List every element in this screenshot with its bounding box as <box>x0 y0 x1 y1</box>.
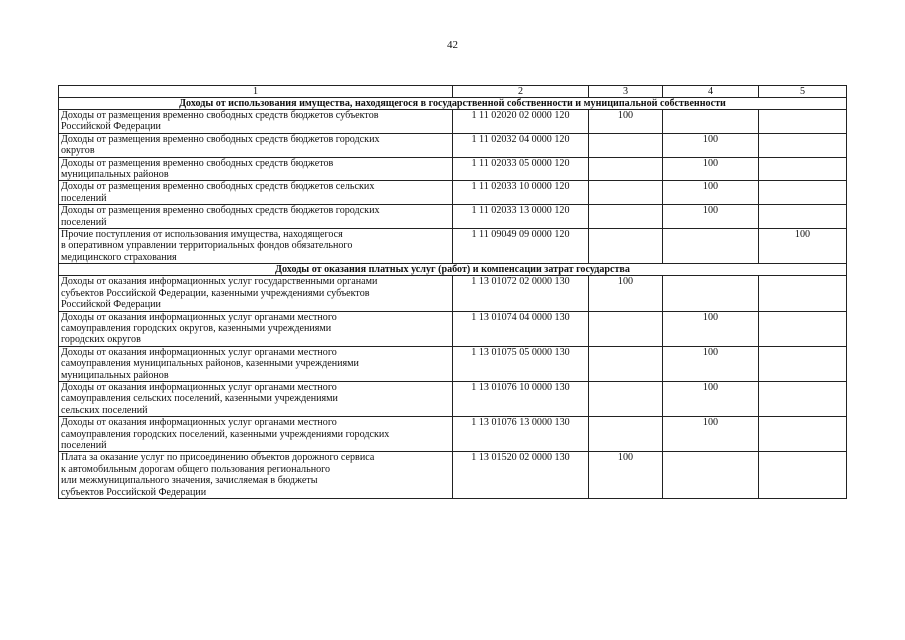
column-5-cell: 100 <box>759 229 847 264</box>
column-5-cell <box>759 205 847 229</box>
revenue-name-line: Прочие поступления от использования имущества, находящегося <box>61 229 343 241</box>
revenue-name-line: муниципальных районов <box>61 169 169 181</box>
table-row <box>59 276 847 311</box>
revenue-name-line: Российской Федерации <box>61 121 161 133</box>
revenue-name-line: субъектов Российской Федерации, казенными учреждениями субъектов <box>61 287 370 299</box>
column-4-cell: 100 <box>663 181 759 205</box>
table-body <box>59 98 847 499</box>
column-3-cell <box>589 417 663 452</box>
classification-code-cell: 1 11 02033 05 0000 120 <box>453 157 589 181</box>
revenue-name-line: округов <box>61 145 95 157</box>
column-header: 4 <box>663 86 759 98</box>
revenue-name-cell <box>59 110 453 134</box>
revenue-name-line: Доходы от размещения временно свободных средств бюджетов <box>61 157 334 169</box>
revenue-name-line: Доходы от оказания информационных услуг органами местного <box>61 417 337 429</box>
revenue-name-cell <box>59 417 453 452</box>
classification-code-cell: 1 13 01520 02 0000 130 <box>453 452 589 499</box>
table-row <box>59 133 847 157</box>
column-3-cell <box>589 381 663 416</box>
table-row <box>59 181 847 205</box>
revenue-name-line: городских округов <box>61 334 141 346</box>
revenue-name-line: или межмуниципального значения, зачисляемая в бюджеты <box>61 475 318 487</box>
revenue-name-line: самоуправления городских поселений, казенными учреждениями городских <box>61 428 390 440</box>
classification-code-cell: 1 13 01074 04 0000 130 <box>453 311 589 346</box>
column-5-cell <box>759 417 847 452</box>
revenue-name-cell <box>59 181 453 205</box>
revenue-name-line: к автомобильным дорогам общего пользования регионального <box>61 463 331 475</box>
column-4-cell <box>663 452 759 499</box>
revenue-name-line: самоуправления сельских поселений, казенными учреждениями <box>61 393 338 405</box>
column-4-cell <box>663 229 759 264</box>
column-4-cell: 100 <box>663 417 759 452</box>
table-row <box>59 229 847 264</box>
column-header: 1 <box>59 86 453 98</box>
revenue-name-line: поселений <box>61 439 107 451</box>
column-4-cell: 100 <box>663 381 759 416</box>
revenue-name-line: субъектов Российской Федерации <box>61 486 207 498</box>
column-3-cell <box>589 346 663 381</box>
revenue-name-line: муниципальных районов <box>61 369 169 381</box>
column-5-cell <box>759 276 847 311</box>
revenue-name-line: в оперативном управлении территориальных фондов обязательного <box>61 240 353 252</box>
table-row <box>59 381 847 416</box>
table-row <box>59 452 847 499</box>
revenue-table <box>58 85 847 499</box>
classification-code-cell: 1 13 01076 10 0000 130 <box>453 381 589 416</box>
revenue-name-line: сельских поселений <box>61 404 148 416</box>
column-4-cell: 100 <box>663 157 759 181</box>
column-3-cell <box>589 181 663 205</box>
revenue-name-cell <box>59 452 453 499</box>
classification-code-cell: 1 11 02033 13 0000 120 <box>453 205 589 229</box>
revenue-name-line: самоуправления городских округов, казенными учреждениями <box>61 322 332 334</box>
revenue-name-line: Доходы от оказания информационных услуг органами местного <box>61 311 337 323</box>
column-3-cell <box>589 157 663 181</box>
revenue-name-cell <box>59 276 453 311</box>
column-3-cell <box>589 229 663 264</box>
section-title: Доходы от оказания платных услуг (работ) и компенсации затрат государства <box>59 264 847 276</box>
column-5-cell <box>759 452 847 499</box>
column-3-cell: 100 <box>589 110 663 134</box>
column-4-cell: 100 <box>663 346 759 381</box>
revenue-name-line: Доходы от размещения временно свободных средств бюджетов городских <box>61 205 380 217</box>
classification-code-cell: 1 11 02020 02 0000 120 <box>453 110 589 134</box>
revenue-name-cell <box>59 346 453 381</box>
column-4-cell: 100 <box>663 311 759 346</box>
classification-code-cell: 1 11 02032 04 0000 120 <box>453 133 589 157</box>
header-row <box>59 86 847 98</box>
column-5-cell <box>759 381 847 416</box>
column-4-cell: 100 <box>663 133 759 157</box>
classification-code-cell: 1 13 01076 13 0000 130 <box>453 417 589 452</box>
classification-code-cell: 1 13 01075 05 0000 130 <box>453 346 589 381</box>
column-3-cell <box>589 205 663 229</box>
column-header: 5 <box>759 86 847 98</box>
classification-code-cell: 1 11 09049 09 0000 120 <box>453 229 589 264</box>
revenue-name-line: Доходы от размещения временно свободных средств бюджетов городских <box>61 133 380 145</box>
classification-code-cell: 1 13 01072 02 0000 130 <box>453 276 589 311</box>
table-row <box>59 311 847 346</box>
column-header: 2 <box>453 86 589 98</box>
revenue-name-line: самоуправления муниципальных районов, казенными учреждениями <box>61 358 359 370</box>
revenue-name-cell <box>59 381 453 416</box>
revenue-name-cell <box>59 205 453 229</box>
revenue-name-cell <box>59 133 453 157</box>
classification-code-cell: 1 11 02033 10 0000 120 <box>453 181 589 205</box>
column-3-cell <box>589 311 663 346</box>
column-3-cell: 100 <box>589 276 663 311</box>
column-4-cell <box>663 110 759 134</box>
table-row <box>59 110 847 134</box>
revenue-name-line: Доходы от размещения временно свободных средств бюджетов сельских <box>61 181 375 193</box>
table-row <box>59 205 847 229</box>
section-row <box>59 264 847 276</box>
column-4-cell <box>663 276 759 311</box>
page-number: 42 <box>447 39 458 51</box>
column-5-cell <box>759 133 847 157</box>
section-title: Доходы от использования имущества, находящегося в государственной собственности и муниципальной собственности <box>59 98 847 110</box>
column-5-cell <box>759 346 847 381</box>
column-3-cell <box>589 133 663 157</box>
column-5-cell <box>759 157 847 181</box>
revenue-name-cell <box>59 311 453 346</box>
column-5-cell <box>759 311 847 346</box>
revenue-name-line: медицинского страхования <box>61 251 177 263</box>
revenue-name-line: Доходы от размещения временно свободных средств бюджетов субъектов <box>61 110 379 121</box>
column-5-cell <box>759 110 847 134</box>
revenue-name-line: Доходы от оказания информационных услуг органами местного <box>61 381 337 393</box>
revenue-name-line: поселений <box>61 192 107 204</box>
revenue-name-line: Российской Федерации <box>61 299 161 311</box>
revenue-name-cell <box>59 157 453 181</box>
table-row <box>59 157 847 181</box>
revenue-name-line: Доходы от оказания информационных услуг государственными органами <box>61 276 378 288</box>
column-5-cell <box>759 181 847 205</box>
table-row <box>59 417 847 452</box>
column-3-cell: 100 <box>589 452 663 499</box>
revenue-name-line: поселений <box>61 216 107 228</box>
section-row <box>59 98 847 110</box>
revenue-name-line: Доходы от оказания информационных услуг органами местного <box>61 346 337 358</box>
column-4-cell: 100 <box>663 205 759 229</box>
revenue-name-cell <box>59 229 453 264</box>
table-row <box>59 346 847 381</box>
column-header: 3 <box>589 86 663 98</box>
revenue-name-line: Плата за оказание услуг по присоединению объектов дорожного сервиса <box>61 452 375 464</box>
